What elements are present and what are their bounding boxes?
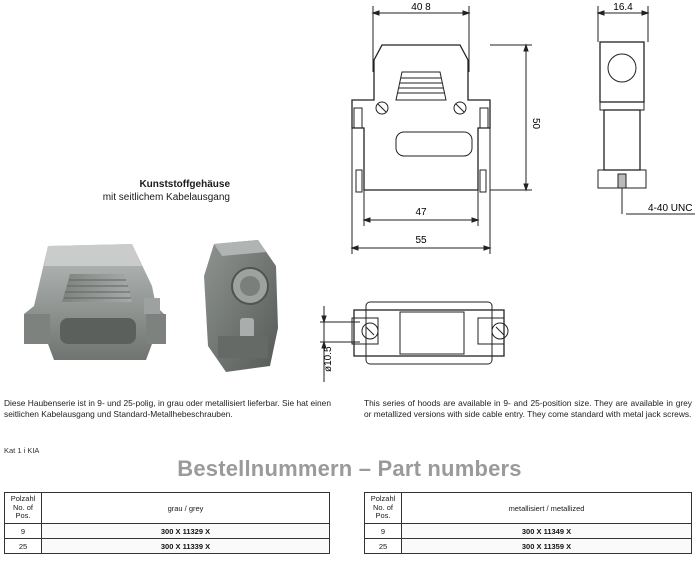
part-number: 300 X 11329 X bbox=[160, 526, 211, 536]
section-title: Bestellnummern – Part numbers bbox=[177, 456, 522, 481]
part-number: 300 X 11349 X bbox=[521, 526, 572, 536]
pos-cell: 25 bbox=[365, 539, 402, 554]
table-row bbox=[5, 539, 330, 554]
table-row bbox=[365, 539, 692, 554]
bottom-view-drawing bbox=[300, 290, 530, 390]
header-grey: grau / grey bbox=[42, 493, 330, 524]
product-subtitle: mit seitlichem Kabelausgang bbox=[102, 192, 230, 203]
part-cell bbox=[402, 524, 692, 539]
dim-outer: 55 bbox=[415, 235, 427, 246]
product-photo-side bbox=[196, 236, 286, 376]
dim-width-top: 40 8 bbox=[411, 2, 431, 13]
pos-cell: 9 bbox=[365, 524, 402, 539]
part-cell bbox=[42, 524, 330, 539]
part-cell bbox=[42, 539, 330, 554]
dim-height: 50 bbox=[530, 118, 541, 130]
header-pos: Polzahl No. of Pos. bbox=[365, 493, 402, 524]
pos-cell: 9 bbox=[5, 524, 42, 539]
catalog-reference: Kat 1 i KIA bbox=[4, 446, 40, 455]
front-view-drawing bbox=[340, 0, 600, 262]
part-number: 300 X 11339 X bbox=[160, 541, 211, 551]
header-pos: Polzahl No. of Pos. bbox=[5, 493, 42, 524]
grey-part-table bbox=[4, 492, 330, 554]
product-title: Kunststoffgehäuse bbox=[139, 179, 230, 190]
dim-side-width: 16.4 bbox=[613, 2, 633, 13]
description-english: This series of hoods are available in 9- and 25-position size. They are available in grey or metallized versions with side cable entry. They come standard with metal jack screws. bbox=[364, 398, 692, 419]
part-cell bbox=[402, 539, 692, 554]
dim-thread: 4-40 UNC bbox=[648, 203, 693, 214]
dim-diameter: ø10.5 bbox=[323, 346, 334, 372]
side-view-drawing bbox=[590, 0, 699, 230]
part-number: 300 X 11359 X bbox=[521, 541, 572, 551]
metallized-part-table bbox=[364, 492, 692, 554]
header-metallized: metallisiert / metallized bbox=[402, 493, 692, 524]
dim-inner: 47 bbox=[415, 207, 427, 218]
table-row bbox=[365, 524, 692, 539]
description-german: Diese Haubenserie ist in 9- und 25-polig, in grau oder metallisiert lieferbar. Sie hat einen seitlichen Kabelausgang und Standard-Metallhebeschrauben. bbox=[4, 398, 331, 419]
table-row bbox=[5, 524, 330, 539]
pos-cell: 25 bbox=[5, 539, 42, 554]
product-photo-front bbox=[14, 236, 174, 366]
